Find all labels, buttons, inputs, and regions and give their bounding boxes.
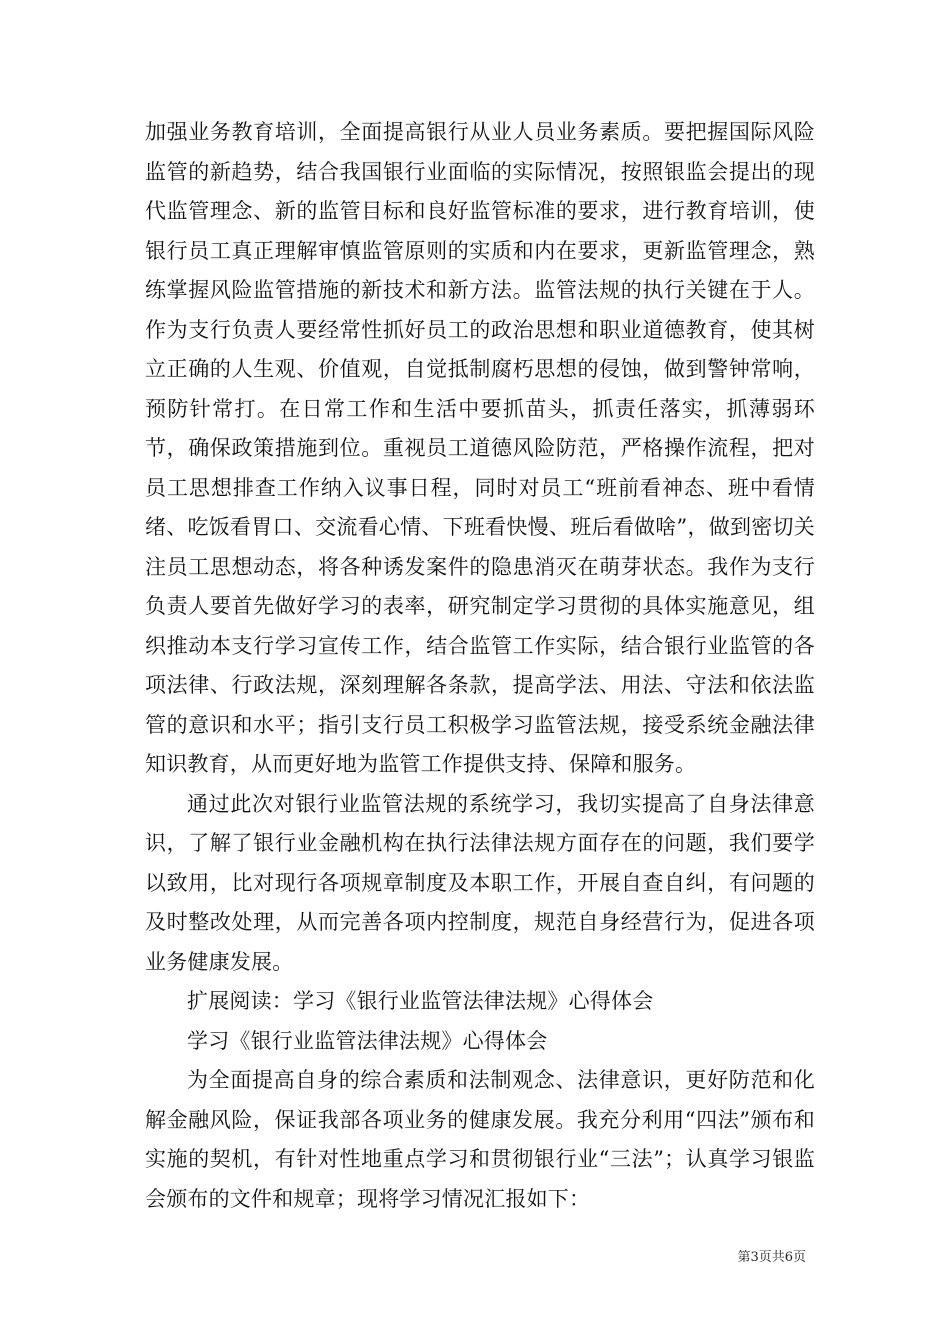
paragraph-section-heading: 学习《银行业监管法律法规》心得体会: [187, 1028, 548, 1053]
paragraph-study-summary: 通过此次对银行业监管法规的系统学习，我切实提高了自身法律意识，了解了银行业金融机构在执行法律法规方面存在的问题，我们要学以致用，比对现行各项规章制度及本职工作，开展自查自纠，有问题的及时整改处理，从而完善各项内控制度，规范自身经营行为，促进各项业务健康发展。: [145, 791, 815, 974]
document-body: [145, 113, 815, 1219]
paragraph-extended-reading: 扩展阅读：学习《银行业监管法律法规》心得体会: [187, 989, 654, 1013]
paragraph-introduction: 为全面提高自身的综合素质和法制观念、法律意识，更好防范和化解金融风险，保证我部各项业务的健康发展。我充分利用“四法”颁布和实施的契机，有针对性地重点学习和贯彻银行业“三法”；认真学习银监会颁布的文件和规章；现将学习情况汇报如下：: [145, 1068, 815, 1211]
paragraph-training: 加强业务教育培训，全面提高银行从业人员业务素质。要把握国际风险监管的新趋势，结合我国银行业面临的实际情况，按照银监会提出的现代监管理念、新的监管目标和良好监管标准的要求，进行教育培训，使银行员工真正理解审慎监管原则的实质和内在要求，更新监管理念，熟练掌握风险监管措施的新技术和新方法。监管法规的执行关键在于人。作为支行负责人要经常性抓好员工的政治思想和职业道德教育，使其树立正确的人生观、价值观，自觉抵制腐朽思想的侵蚀，做到警钟常响，预防针常打。在日常工作和生活中要抓苗头，抓责任落实，抓薄弱环节，确保政策措施到位。重视员工道德风险防范，严格操作流程，把对员工思想排查工作纳入议事日程，同时对员工“班前看神态、班中看情绪、吃饭看胃口、交流看心情、下班看快慢、班后看做啥”，做到密切关注员工思想动态，将各种诱发案件的隐患消灭在萌芽状态。我作为支行负责人要首先做好学习的表率，研究制定学习贯彻的具体实施意见，组织推动本支行学习宣传工作，结合监管工作实际，结合银行业监管的各项法律、行政法规，深刻理解各条款，提高学法、用法、守法和依法监管的意识和水平；指引支行员工积极学习监管法规，接受系统金融法律知识教育，从而更好地为监管工作提供支持、保障和服务。: [145, 120, 815, 776]
page-number-footer: 第3页共6页: [737, 1250, 806, 1265]
